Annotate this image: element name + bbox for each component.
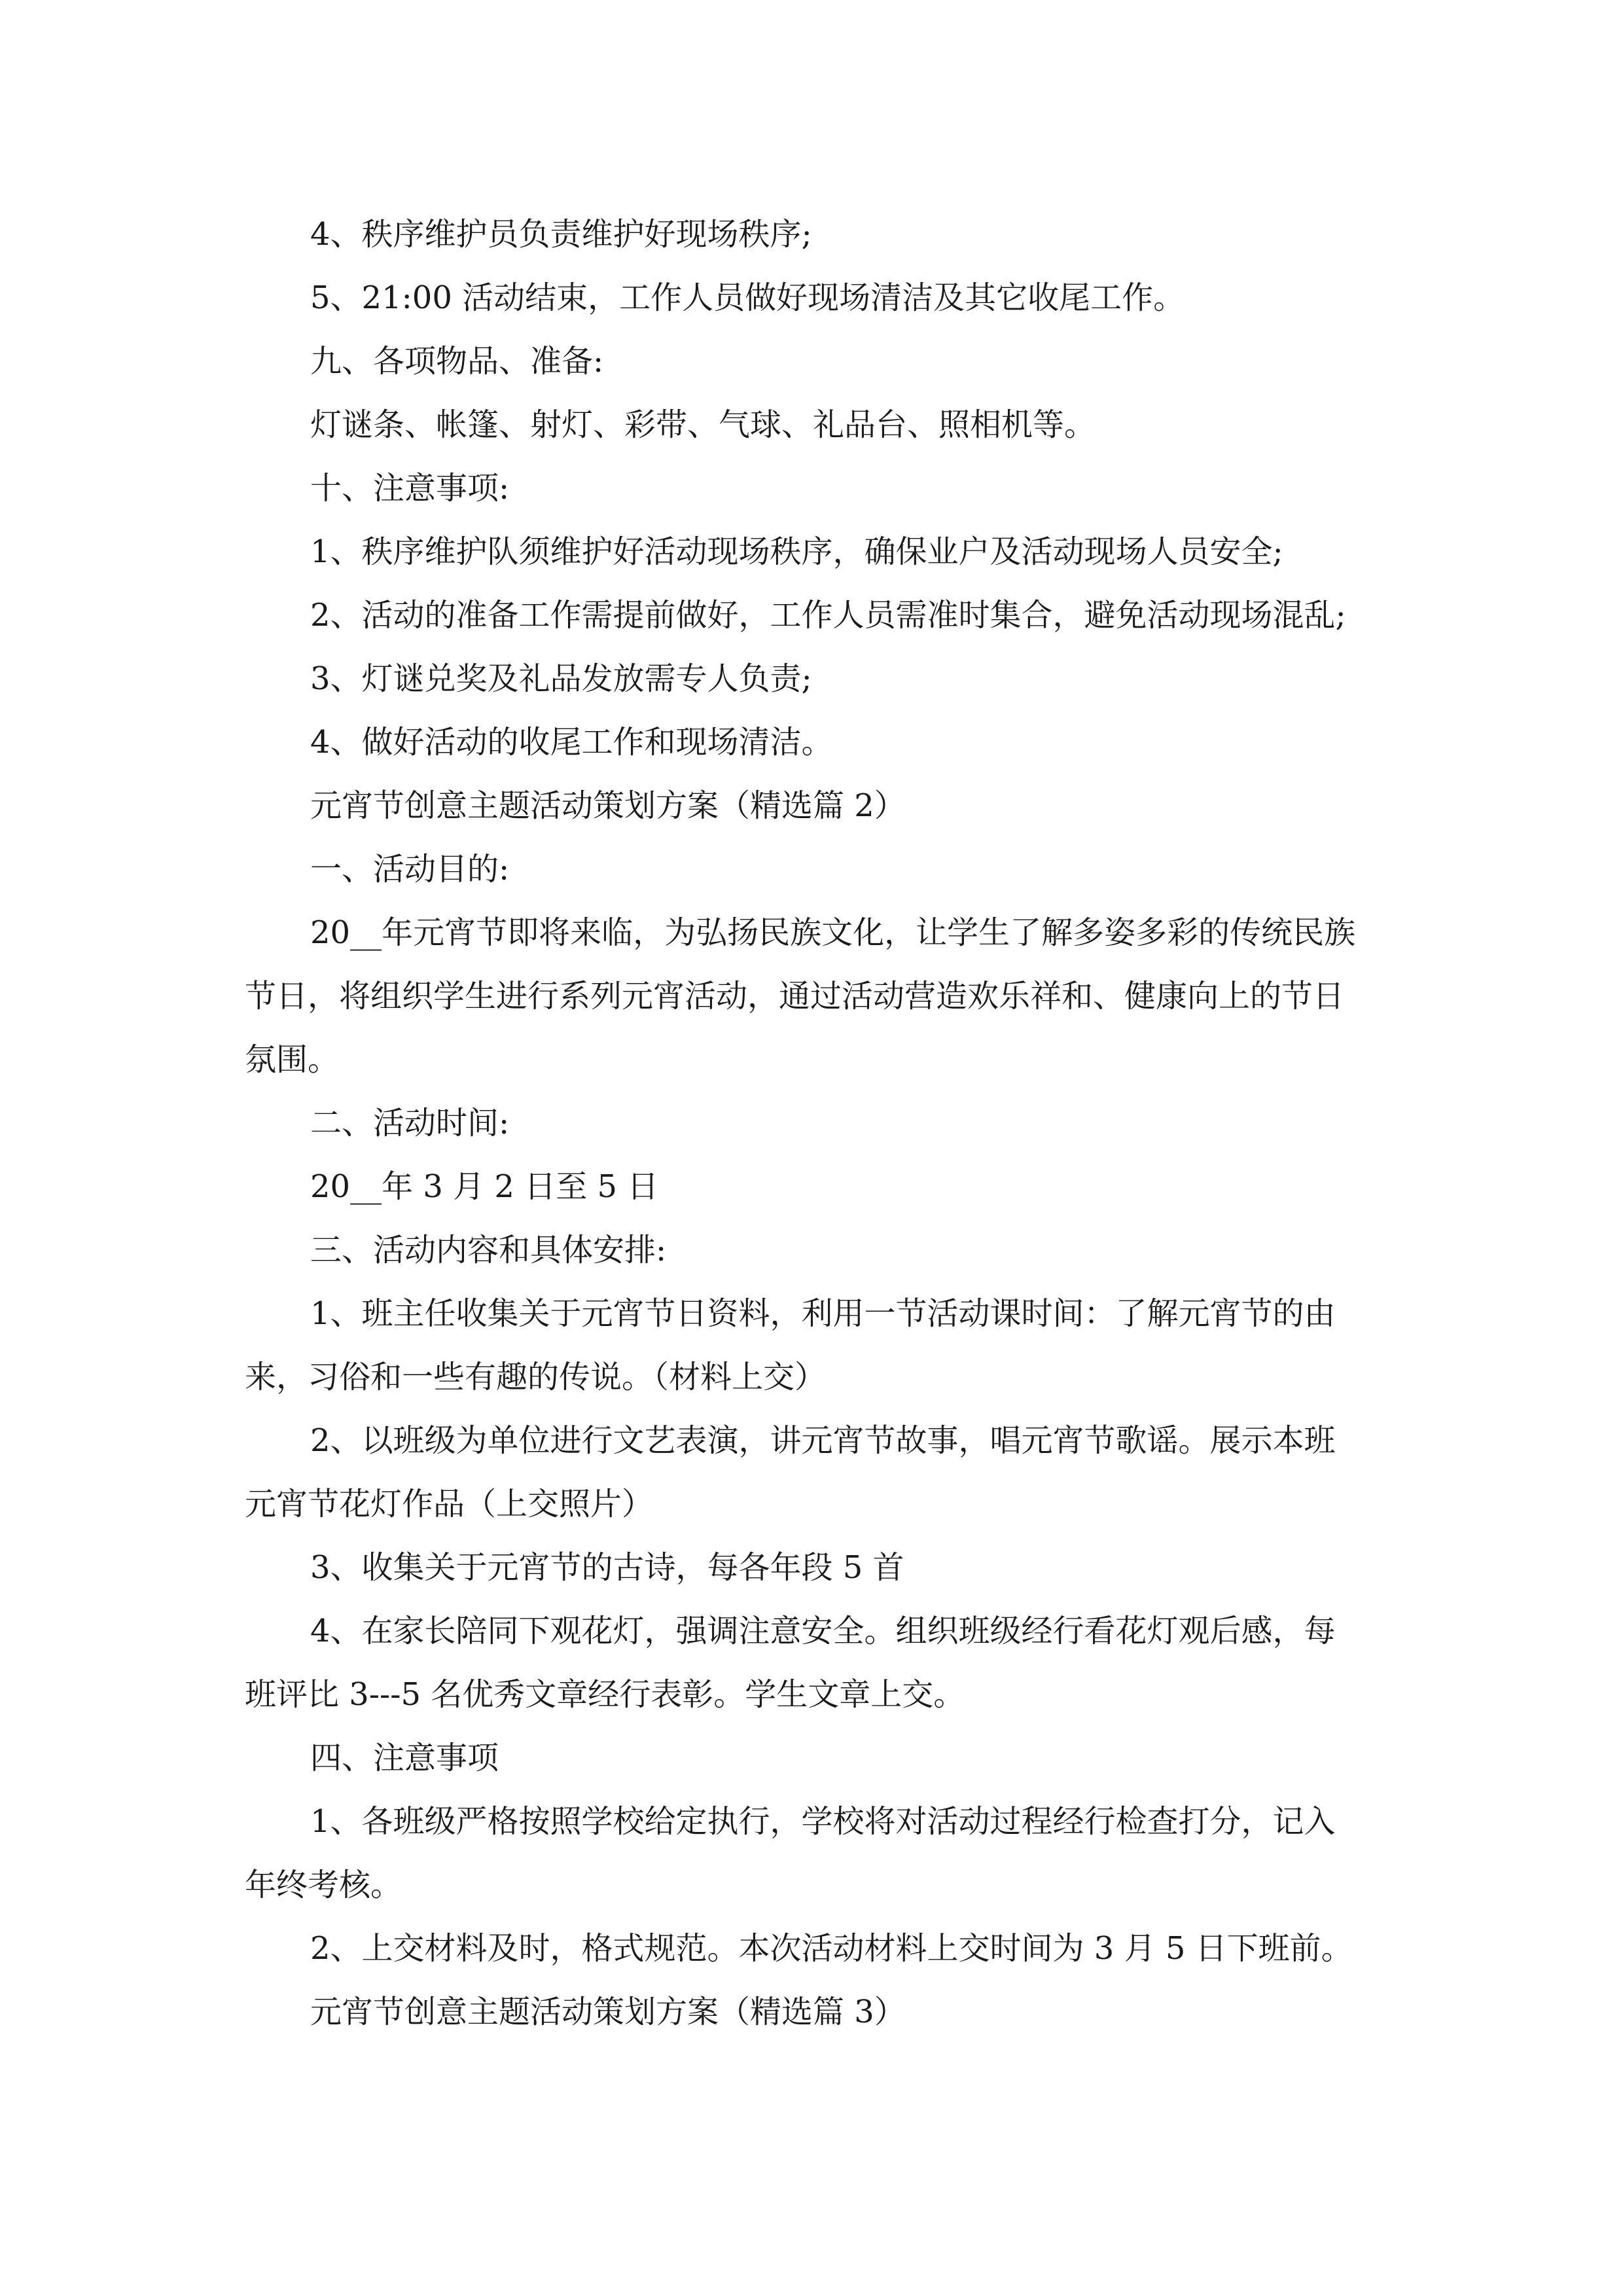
text-line: 1、班主任收集关于元宵节日资料，利用一节活动课时间：了解元宵节的由 — [310, 1295, 1336, 1332]
text-line: 5、21:00 活动结束，工作人员做好现场清洁及其它收尾工作。 — [310, 279, 1185, 316]
text-line: 元宵节花灯作品（上交照片） — [245, 1486, 654, 1522]
text-line: 1、秩序维护队须维护好活动现场秩序，确保业户及活动现场人员安全; — [310, 533, 1283, 570]
section-heading: 四、注意事项 — [310, 1740, 499, 1776]
text-line: 灯谜条、帐篷、射灯、彩带、气球、礼品台、照相机等。 — [310, 406, 1096, 443]
section-heading: 一、活动目的: — [310, 851, 510, 888]
article-title: 元宵节创意主题活动策划方案（精选篇 3） — [310, 1994, 906, 2030]
document-body — [245, 203, 1397, 2044]
section-heading: 十、注意事项: — [310, 470, 510, 507]
text-line: 4、做好活动的收尾工作和现场清洁。 — [310, 724, 833, 761]
text-line: 4、秩序维护员负责维护好现场秩序; — [310, 216, 812, 253]
section-heading: 九、各项物品、准备: — [310, 343, 604, 380]
text-line: 年终考核。 — [245, 1867, 402, 1903]
section-heading: 三、活动内容和具体安排: — [310, 1232, 667, 1268]
text-line: 2、以班级为单位进行文艺表演，讲元宵节故事，唱元宵节歌谣。展示本班 — [310, 1422, 1336, 1459]
text-line: 4、在家长陪同下观花灯，强调注意安全。组织班级经行看花灯观后感，每 — [310, 1613, 1336, 1649]
text-line: 20__年元宵节即将来临，为弘扬民族文化，让学生了解多姿多彩的传统民族 — [310, 914, 1356, 951]
text-line: 20__年 3 月 2 日至 5 日 — [310, 1168, 659, 1205]
text-line: 节日，将组织学生进行系列元宵活动，通过活动营造欢乐祥和、健康向上的节日 — [245, 978, 1345, 1014]
text-line: 1、各班级严格按照学校给定执行，学校将对活动过程经行检查打分，记入 — [310, 1803, 1336, 1840]
text-line: 3、灯谜兑奖及礼品发放需专人负责; — [310, 660, 812, 697]
text-line: 2、活动的准备工作需提前做好，工作人员需准时集合，避免活动现场混乱; — [310, 597, 1346, 634]
section-heading: 二、活动时间: — [310, 1105, 510, 1141]
text-line: 2、上交材料及时，格式规范。本次活动材料上交时间为 3 月 5 日下班前。 — [310, 1930, 1353, 1967]
text-line: 来，习俗和一些有趣的传说。（材料上交） — [245, 1359, 827, 1395]
article-title: 元宵节创意主题活动策划方案（精选篇 2） — [310, 787, 906, 824]
text-line: 3、收集关于元宵节的古诗，每各年段 5 首 — [310, 1549, 904, 1586]
text-line: 氛围。 — [245, 1041, 340, 1078]
text-line: 班评比 3---5 名优秀文章经行表彰。学生文章上交。 — [245, 1676, 965, 1713]
